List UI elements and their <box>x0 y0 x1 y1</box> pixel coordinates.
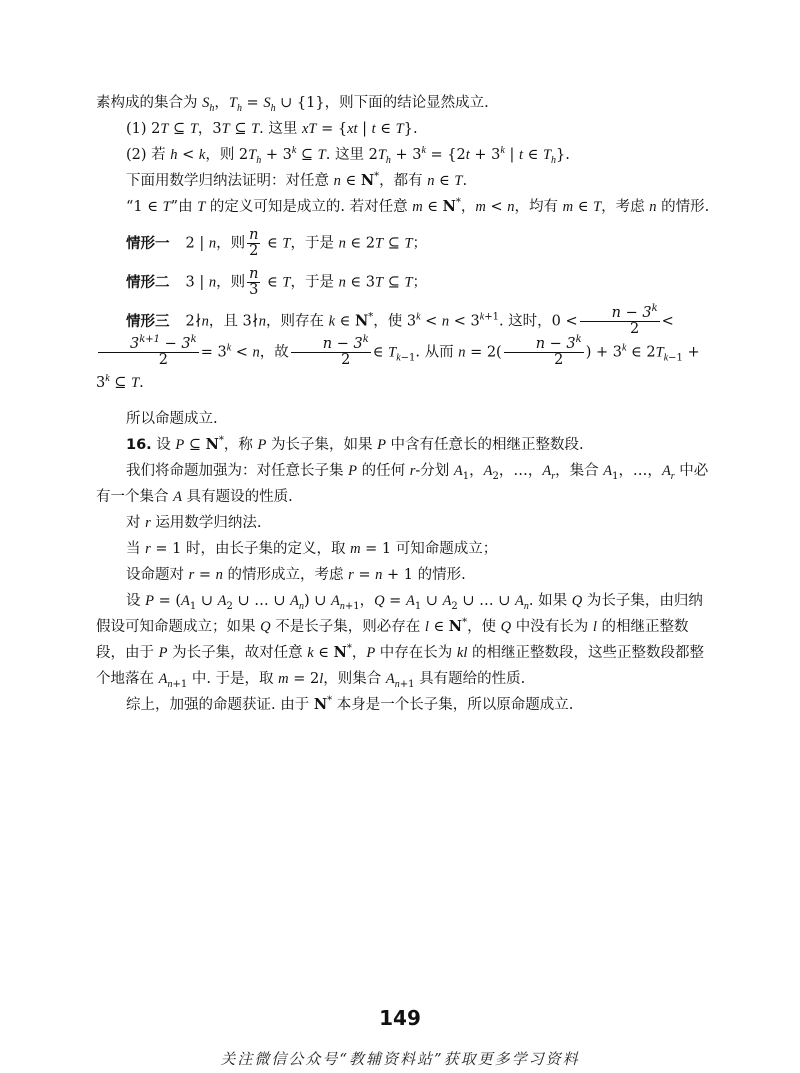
paragraph-line1: 素构成的集合为 $S_h$，$T_h = S_h$ ∪ {1}，则下面的结论显然成立. <box>96 95 489 114</box>
paragraph-induct-r: 对 r 运用数学归纳法. <box>126 515 262 531</box>
problem-16: 16. 设 P ⊆ N*，称 P 为长子集，如果 P 中含有任意长的相继正整数段. <box>126 435 584 453</box>
page-number: 149 <box>379 1006 421 1030</box>
case1-label: 情形一 <box>126 235 170 252</box>
problem-16-number: 16. <box>126 437 152 453</box>
case2-label: 情形二 <box>126 274 170 291</box>
case-one: 情形一 2 | n，则 $\frac{n}{2}$ ∈ T，于是 n ∈ 2T ⊆ T； <box>126 227 428 259</box>
paragraph-induction: 下面用数学归纳法证明：对任意 n ∈ N*，都有 n ∈ T. <box>126 171 468 189</box>
paragraph-base: “1 ∈ T”由 T 的定义可知是成立的. 若对任意 m ∈ N*，m < n，均有 m ∈ T，考虑 n 的情形. <box>126 197 710 215</box>
footer-note: 关注微信公众号“教辅资料站”获取更多学习资料 <box>220 1050 580 1068</box>
case-three: 情形三 2∤n，且 3∤n，则存在 k ∈ N*，使 $3^k < n < 3^{k+1}$. 这时，0 < $\frac{n - 3^k}{2}$ < $\frac{3^{k+1} - 3^k}{2}$ = $3^k < n$，故 $\frac{n - 3^k}{2}$ ∈ $T_{k-1}$. 从而 n = 2( $\frac{n - 3^k}{2}$ ) + $3^k$ ∈ $2T_{k-1} + 3^k$ ⊆ T. <box>96 303 700 391</box>
page-body <box>96 90 710 718</box>
paragraph-final: 综上，加强的命题获证. 由于 N* 本身是一个长子集，所以原命题成立. <box>126 695 574 713</box>
paragraph-r1: 当 r = 1 时，由长子集的定义，取 m = 1 可知命题成立； <box>126 541 498 557</box>
paragraph-item1: (1) 2T ⊆ T，3T ⊆ T. 这里 xT = {xt | t ∈ T}. <box>126 121 418 137</box>
paragraph-assume: 设命题对 r = n 的情形成立，考虑 r = n + 1 的情形. <box>126 567 466 583</box>
case3-label: 情形三 <box>126 313 170 330</box>
paragraph-conclusion: 所以命题成立. <box>126 411 218 427</box>
paragraph-item2: (2) 若 h < k，则 $2T_h + 3^k$ ⊆ T. 这里 $2T_h + 3^k = \{2t + 3^k$ | t ∈ $T_h$}. <box>126 145 570 166</box>
paragraph-strengthen: 我们将命题加强为：对任意长子集 P 的任何 r-分划 $A_1$，$A_2$，…，$A_r$，集合 $A_1$，…，$A_r$ 中必有一个集合 A 具有题设的性质. <box>96 463 709 505</box>
paragraph-setpq: 设 $P = (A_1$ ∪ $A_2$ ∪ … ∪ $A_n$) ∪ $A_{n+1}$，$Q = A_1$ ∪ $A_2$ ∪ … ∪ $A_n$. 如果 Q 为长子集，由归纳假设可知命题成立；如果 Q 不是长子集，则必存在 l ∈ N*，使 Q 中没有长为 l 的相继正整数段，由于 P 为长子集，故对任意 k ∈ N*，P 中存在长为 kl 的相继正整数段，这些正整数段都整个地落在 $A_{n+1}$ 中. 于是，取 m = 2l，则集合 $A_{n+1}$ 具有题给的性质. <box>96 593 704 690</box>
case-two: 情形二 3 | n，则 $\frac{n}{3}$ ∈ T，于是 n ∈ 3T ⊆ T； <box>126 266 428 298</box>
